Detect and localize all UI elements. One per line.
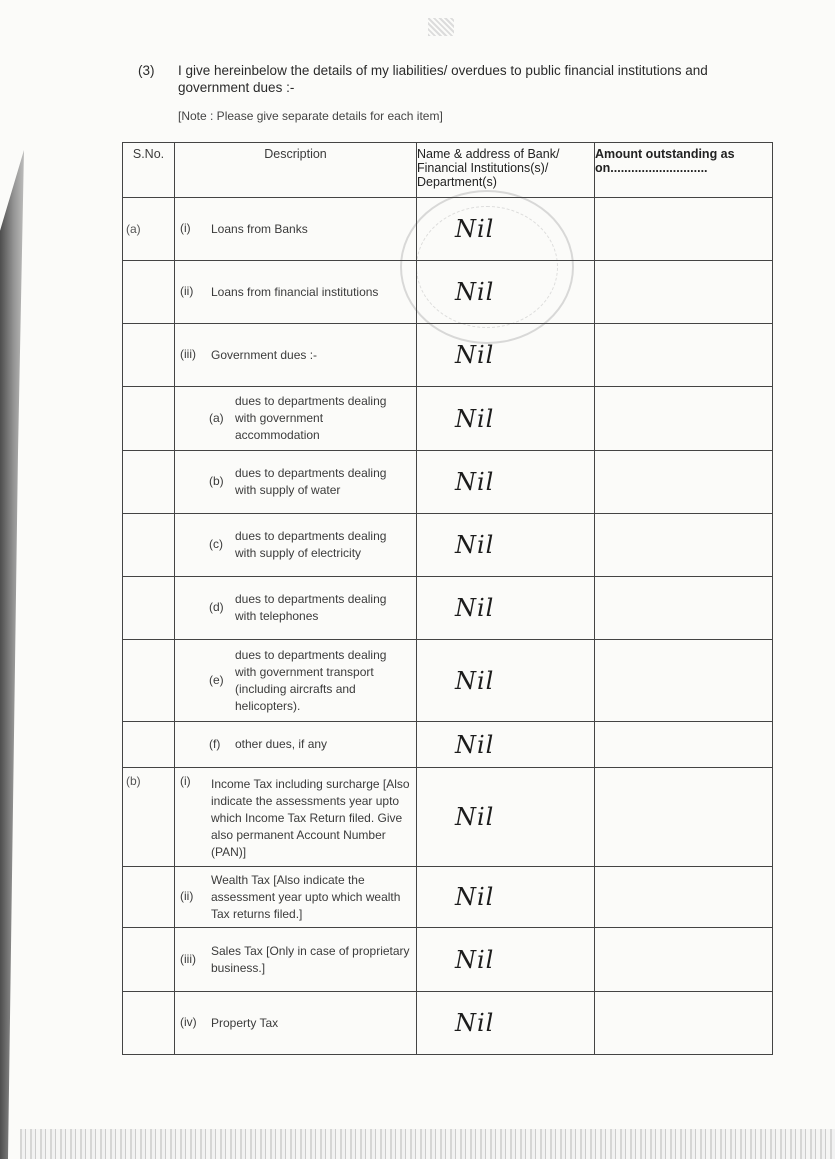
row-description	[175, 928, 417, 992]
row-description	[175, 577, 417, 640]
row-amount	[595, 577, 773, 640]
table-row	[123, 261, 773, 324]
row-sno	[123, 451, 175, 514]
row-amount	[595, 324, 773, 387]
row-label: Sales Tax [Only in case of proprietary business.]	[211, 943, 410, 975]
row-sno	[123, 261, 175, 324]
table-row	[123, 387, 773, 451]
row-label: dues to departments dealing with supply of water	[235, 466, 387, 497]
row-nil-signature: Nil	[417, 867, 595, 928]
row-sno	[123, 387, 175, 451]
row-nil-signature: Nil	[417, 768, 595, 867]
row-nil-signature: Nil	[417, 451, 595, 514]
row-label: Government dues :-	[211, 347, 318, 362]
row-amount	[595, 640, 773, 722]
row-label: dues to departments dealing with government accommodation	[235, 394, 387, 442]
row-sno	[123, 640, 175, 722]
scan-speck	[428, 18, 454, 36]
row-amount	[595, 928, 773, 992]
row-label: Loans from Banks	[211, 221, 308, 236]
row-amount	[595, 867, 773, 928]
row-nil-signature: Nil	[417, 640, 595, 722]
row-description	[175, 261, 417, 324]
row-nil-signature: Nil	[417, 198, 595, 261]
row-description	[175, 198, 417, 261]
row-amount	[595, 451, 773, 514]
row-nil-signature: Nil	[417, 387, 595, 451]
row-sno: (b)	[123, 768, 175, 867]
row-label: Income Tax including surcharge [Also indicate the assessments year upto which Income Tax Return filed. Give also permanent Account Number (PAN)]	[211, 777, 410, 859]
section-note: [Note : Please give separate details for each item]	[178, 109, 443, 123]
row-amount	[595, 387, 773, 451]
row-index: (i)	[180, 774, 191, 788]
scan-shadow	[0, 150, 40, 1159]
row-description	[175, 867, 417, 928]
header-description: Description	[175, 143, 417, 198]
row-index: (iii)	[180, 347, 196, 361]
table-row	[123, 577, 773, 640]
row-sno	[123, 722, 175, 768]
row-amount	[595, 514, 773, 577]
table-row	[123, 768, 773, 867]
row-label: Loans from financial institutions	[211, 284, 379, 299]
row-nil-signature: Nil	[417, 324, 595, 387]
row-amount	[595, 722, 773, 768]
row-nil-signature: Nil	[417, 577, 595, 640]
row-sno	[123, 992, 175, 1055]
table-row	[123, 451, 773, 514]
table-row	[123, 867, 773, 928]
row-description	[175, 992, 417, 1055]
row-sno: (a)	[123, 198, 175, 261]
row-label: Property Tax	[211, 1015, 279, 1030]
row-sno	[123, 324, 175, 387]
row-nil-signature: Nil	[417, 722, 595, 768]
row-subindex: (e)	[209, 672, 224, 687]
scan-noise-strip	[20, 1129, 835, 1159]
row-index: (ii)	[180, 284, 194, 298]
row-nil-signature: Nil	[417, 928, 595, 992]
row-index: (iii)	[180, 951, 196, 966]
row-nil-signature: Nil	[417, 261, 595, 324]
table-row	[123, 514, 773, 577]
row-index: (ii)	[180, 889, 194, 903]
row-nil-signature: Nil	[417, 992, 595, 1055]
row-description	[175, 722, 417, 768]
table-row	[123, 324, 773, 387]
row-label: dues to departments dealing with supply of electricity	[235, 529, 387, 560]
intro-text: I give hereinbelow the details of my liabilities/ overdues to public financial institutions and government dues :-	[178, 63, 708, 95]
row-index: (i)	[180, 221, 191, 235]
row-label: other dues, if any	[235, 737, 328, 751]
row-label: dues to departments dealing with telephones	[235, 592, 387, 623]
row-label: Wealth Tax [Also indicate the assessment year upto which wealth Tax returns filed.]	[211, 872, 401, 921]
row-nil-signature: Nil	[417, 514, 595, 577]
section-number: (3)	[138, 63, 155, 78]
header-name-address: Name & address of Bank/ Financial Institutions(s)/ Department(s)	[417, 143, 595, 198]
row-description	[175, 451, 417, 514]
row-subindex: (f)	[209, 736, 221, 751]
row-sno	[123, 514, 175, 577]
row-subindex: (b)	[209, 474, 224, 488]
row-amount	[595, 768, 773, 867]
table-row	[123, 928, 773, 992]
table-row	[123, 992, 773, 1055]
liabilities-table	[122, 142, 773, 1055]
row-description	[175, 768, 417, 867]
row-subindex: (c)	[209, 537, 223, 551]
row-description	[175, 387, 417, 451]
row-description	[175, 514, 417, 577]
row-index: (iv)	[180, 1015, 197, 1029]
row-amount	[595, 992, 773, 1055]
table-row	[123, 198, 773, 261]
row-subindex: (d)	[209, 600, 224, 614]
header-sno: S.No.	[123, 143, 175, 198]
row-sno	[123, 928, 175, 992]
row-description	[175, 640, 417, 722]
row-sno	[123, 867, 175, 928]
row-amount	[595, 261, 773, 324]
header-amount: Amount outstanding as on............................	[595, 143, 773, 198]
table-row	[123, 640, 773, 722]
row-amount	[595, 198, 773, 261]
table-header-row	[123, 143, 773, 198]
row-description	[175, 324, 417, 387]
row-sno	[123, 577, 175, 640]
table-row	[123, 722, 773, 768]
row-label: dues to departments dealing with government transport (including aircrafts and helicopters).	[235, 647, 387, 713]
row-subindex: (a)	[209, 410, 224, 425]
